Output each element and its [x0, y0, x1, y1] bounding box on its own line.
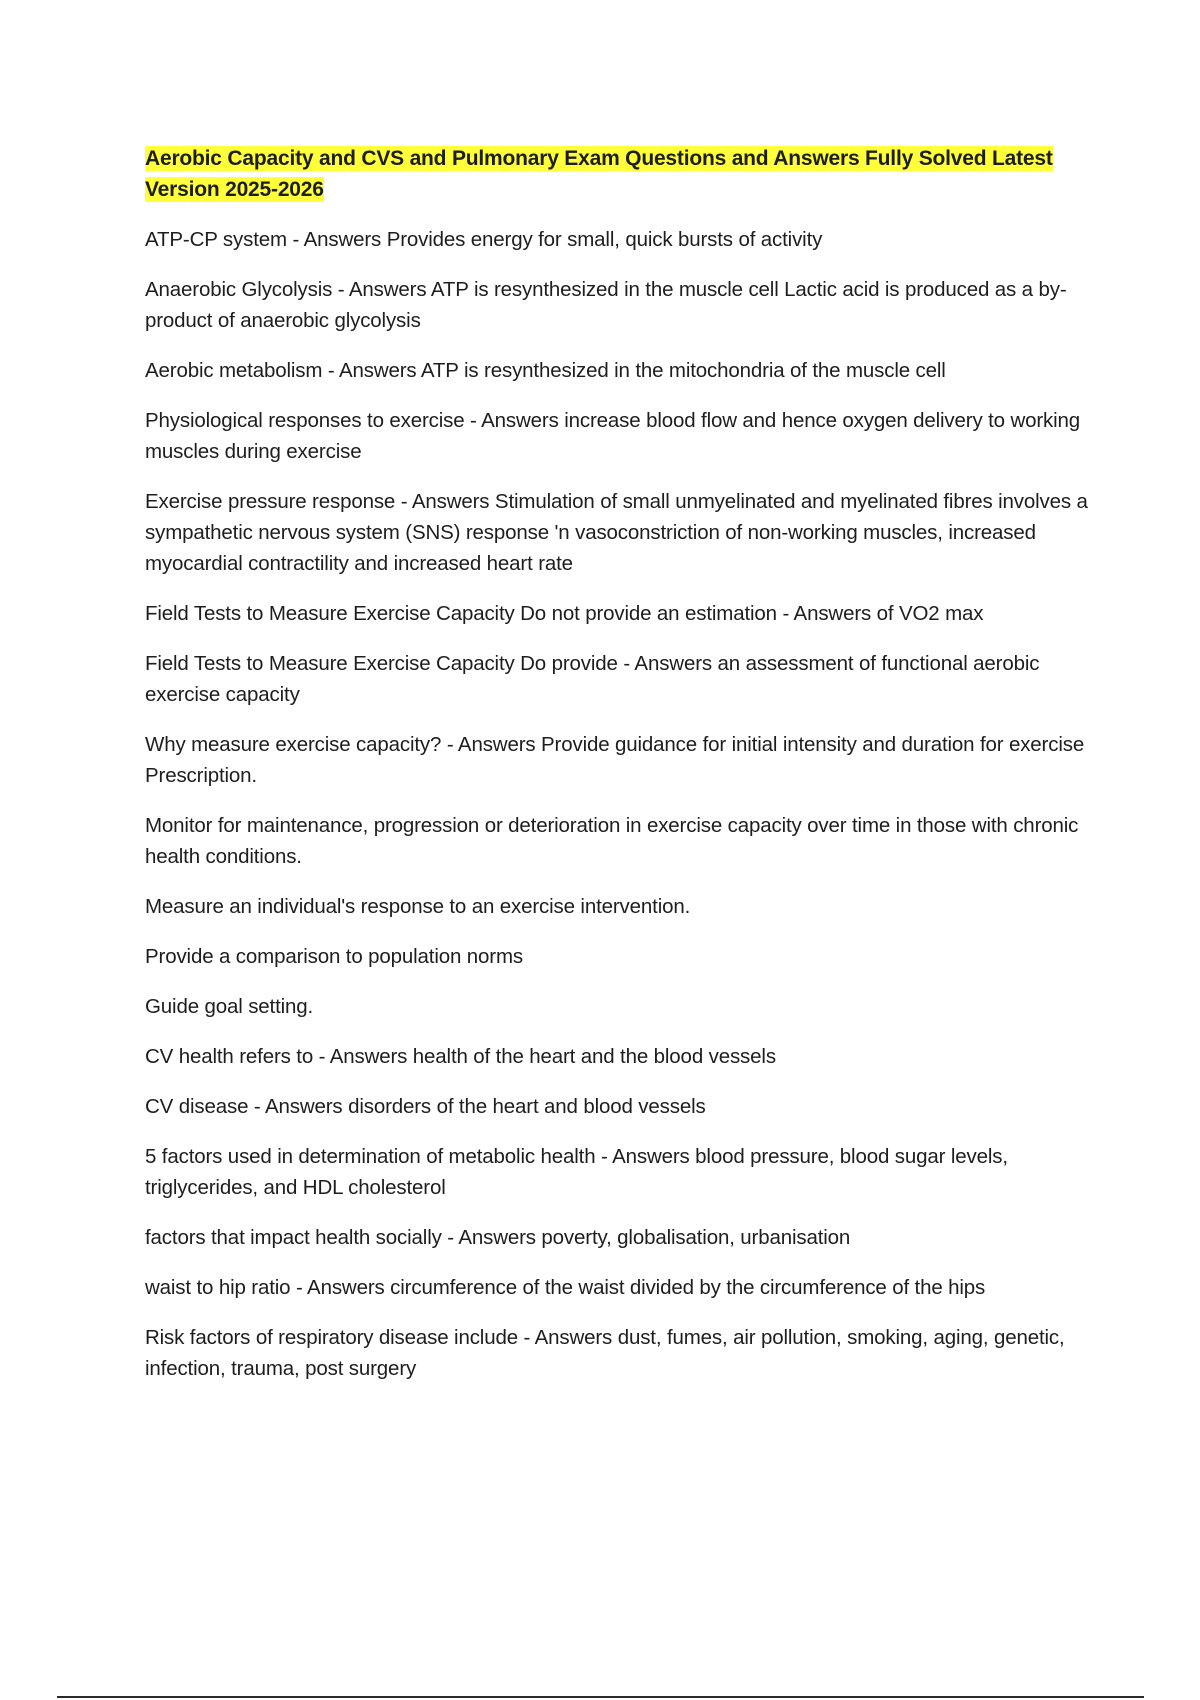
qa-entry: Measure an individual's response to an exercise intervention.: [145, 895, 691, 918]
qa-entry: ATP-CP system - Answers Provides energy for small, quick bursts of activity: [145, 228, 823, 251]
qa-entry: Field Tests to Measure Exercise Capacity Do not provide an estimation - Answers of VO2 max: [145, 602, 984, 625]
qa-entry: 5 factors used in determination of metabolic health - Answers blood pressure, blood sugar levels, triglycerides, and HDL cholesterol: [145, 1145, 1008, 1199]
document-body: [145, 143, 1095, 1403]
qa-entry: Physiological responses to exercise - Answers increase blood flow and hence oxygen delivery to working muscles during exercise: [145, 409, 1081, 463]
qa-entry: Monitor for maintenance, progression or deterioration in exercise capacity over time in those with chronic health conditions.: [145, 814, 1079, 868]
qa-entry: Provide a comparison to population norms: [145, 945, 524, 968]
qa-entry: Field Tests to Measure Exercise Capacity Do provide - Answers an assessment of functional aerobic exercise capacity: [145, 652, 1040, 706]
qa-entry: Aerobic metabolism - Answers ATP is resynthesized in the mitochondria of the muscle cell: [145, 359, 946, 382]
qa-entry: CV disease - Answers disorders of the heart and blood vessels: [145, 1095, 706, 1118]
qa-entry: Anaerobic Glycolysis - Answers ATP is resynthesized in the muscle cell Lactic acid is produced as a by-product of anaerobic glycolysis: [145, 278, 1067, 332]
qa-entry: Risk factors of respiratory disease include - Answers dust, fumes, air pollution, smoking, aging, genetic, infection, trauma, post surgery: [145, 1326, 1065, 1380]
qa-entry: CV health refers to - Answers health of the heart and the blood vessels: [145, 1045, 776, 1068]
qa-entry: Guide goal setting.: [145, 995, 314, 1018]
title-highlight: Aerobic Capacity and CVS and Pulmonary Exam Questions and Answers Fully Solved Latest Version 2025-2026: [145, 147, 1053, 201]
qa-entry: Why measure exercise capacity? - Answers Provide guidance for initial intensity and duration for exercise Prescription.: [145, 733, 1085, 787]
document-title: [145, 143, 1095, 205]
qa-entry: factors that impact health socially - Answers poverty, globalisation, urbanisation: [145, 1226, 851, 1249]
footer-divider: [57, 1696, 1144, 1698]
qa-entry: Exercise pressure response - Answers Stimulation of small unmyelinated and myelinated fibres involves a sympathetic nervous system (SNS) response 'n vasoconstriction of non-working muscles, increased myocardial contractility and increased heart rate: [145, 490, 1088, 575]
qa-entry: waist to hip ratio - Answers circumference of the waist divided by the circumference of the hips: [145, 1276, 986, 1299]
